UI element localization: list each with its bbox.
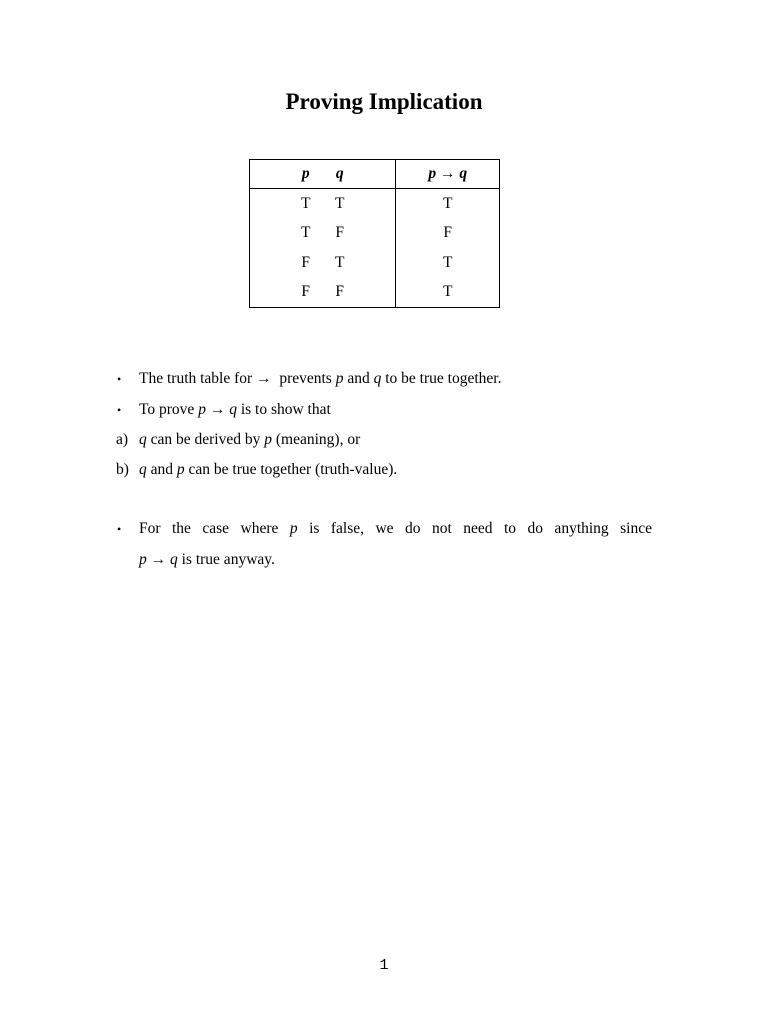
var-q: q bbox=[139, 461, 147, 478]
implication-expression: p → q bbox=[139, 551, 178, 568]
list-marker: a) bbox=[116, 431, 129, 448]
header-p: p bbox=[301, 165, 310, 182]
cell-p: T bbox=[300, 194, 311, 212]
text-segment: is to show that bbox=[236, 401, 331, 418]
cell-q: T bbox=[334, 253, 345, 271]
cell-q: F bbox=[335, 283, 345, 301]
text-segment: prevents bbox=[271, 370, 336, 387]
cell-implication: F bbox=[443, 224, 453, 242]
bullet-icon: • bbox=[117, 522, 122, 536]
text-segment: and bbox=[146, 461, 177, 478]
cell-implication: T bbox=[442, 253, 453, 271]
var-p: p bbox=[289, 520, 298, 537]
text-segment: and bbox=[343, 370, 374, 387]
text-segment: can be derived by bbox=[146, 431, 265, 448]
header-implication: p → q bbox=[396, 160, 500, 189]
cell-p: F bbox=[301, 253, 311, 271]
page-title: Proving Implication bbox=[285, 89, 483, 114]
cell-implication: T bbox=[442, 283, 453, 301]
bullet-text bbox=[139, 550, 275, 570]
var-q: q bbox=[139, 431, 147, 448]
cell-p-q bbox=[250, 248, 396, 278]
table-row bbox=[250, 248, 500, 278]
bullet-icon: • bbox=[117, 403, 122, 417]
cell-p-q bbox=[250, 189, 396, 219]
truth-table-header bbox=[250, 160, 500, 189]
text-segment: is true anyway. bbox=[177, 551, 275, 568]
bullet-icon: • bbox=[117, 372, 122, 386]
text-segment: To prove bbox=[139, 401, 199, 418]
text-segment: (meaning), or bbox=[272, 431, 361, 448]
table-row bbox=[250, 219, 500, 249]
table-row bbox=[250, 189, 500, 219]
cell-q: F bbox=[335, 224, 345, 242]
list-item-text bbox=[139, 430, 360, 450]
cell-p-q bbox=[250, 219, 396, 249]
truth-table bbox=[249, 159, 500, 308]
cell-p: F bbox=[301, 283, 311, 301]
text-segment: to be true together. bbox=[381, 370, 502, 387]
text-segment: can be true together (truth-value). bbox=[184, 461, 398, 478]
header-q: q bbox=[335, 165, 344, 182]
bullet-text bbox=[139, 369, 501, 389]
cell-q: T bbox=[334, 194, 345, 212]
cell-implication: T bbox=[442, 194, 453, 212]
arrow-symbol: → bbox=[256, 370, 272, 387]
page-number: 1 bbox=[379, 957, 389, 974]
cell-p: T bbox=[300, 224, 311, 242]
table-row bbox=[250, 278, 500, 308]
cell-p-q bbox=[250, 278, 396, 308]
header-p-q bbox=[250, 160, 396, 189]
implication-expression: p → q bbox=[198, 401, 237, 418]
list-marker: b) bbox=[116, 461, 129, 478]
var-p: p bbox=[335, 370, 344, 387]
var-q: q bbox=[373, 370, 382, 387]
text-segment: For the case where bbox=[139, 520, 290, 537]
bullet-text bbox=[139, 519, 652, 539]
list-item-text bbox=[139, 460, 397, 480]
var-p: p bbox=[264, 431, 272, 448]
text-segment: The truth table for bbox=[139, 370, 257, 387]
var-p: p bbox=[176, 461, 185, 478]
bullet-text bbox=[139, 400, 331, 420]
text-segment: is false, we do not need to do anything since bbox=[297, 520, 652, 537]
